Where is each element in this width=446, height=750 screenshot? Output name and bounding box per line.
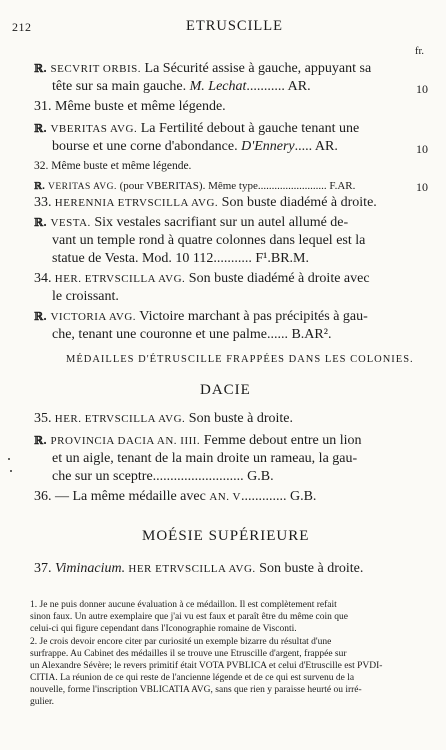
reverse-mark: ℝ. [34, 310, 47, 323]
coin-legend: VICTORIA AVG. [50, 311, 137, 323]
entry-line [52, 326, 331, 343]
entry-text: Femme debout entre un lion [200, 433, 362, 448]
entry-line [34, 560, 363, 578]
reverse-mark: ℝ. [34, 216, 47, 229]
mint-name: Viminacium. [51, 561, 126, 576]
entry-text: Victoire marchant à pas précipités à gau- [136, 309, 368, 324]
entry-line [52, 468, 274, 485]
entry-text: Même buste et même légende. [51, 99, 226, 114]
entry-text: le croissant. [52, 289, 119, 304]
entry-tail: ........... AR. [246, 79, 311, 94]
footnote-line: sinon faux. Un autre exemplaire que j'ai vu est faux et paraît être du même coin que [30, 612, 348, 622]
entry-text: statue de Vesta. Mod. 10 112........... [52, 251, 256, 266]
entry-line [34, 270, 370, 288]
entry-text: Son buste à droite. [185, 411, 294, 426]
fr-label: fr. [415, 46, 425, 57]
entry-line [34, 98, 226, 115]
footnote-line: surfrappe. Au Cabinet des médailles il se trouve une Etruscille d'argent, frappée sur [30, 649, 347, 659]
coin-legend: AN. V [209, 491, 241, 503]
entry-text: Six vestales sacrifiant sur un autel allumé de- [90, 215, 349, 230]
entry-line [34, 432, 362, 450]
running-title: ETRUSCILLE [186, 18, 283, 34]
entry-text: La Sécurité assise à gauche, appuyant sa [141, 61, 372, 76]
entry-number: 31. [34, 99, 52, 114]
entry-line [52, 78, 311, 95]
entry-line [34, 488, 316, 506]
entry-number: 37. [34, 561, 52, 576]
entry-text: — La même médaille avec [51, 489, 210, 504]
coin-legend: HER. ETRVSCILLA AVG. [51, 413, 186, 425]
entry-line [34, 194, 377, 212]
entry-number: 35. [34, 411, 52, 426]
entry-line [34, 214, 348, 232]
page-number: 212 [12, 20, 32, 34]
entry-tail: ..... AR. [294, 139, 338, 154]
entry-line [34, 308, 368, 326]
reverse-mark: ℝ. [34, 122, 47, 135]
reverse-mark: ℝ. [34, 434, 47, 447]
entry-number: 34. [34, 271, 52, 286]
footnote-line: celui-ci qui figure cependant dans l'Iconographie romaine de Visconti. [30, 624, 297, 634]
coin-legend: HERENNIA ETRVSCILLA AVG. [51, 197, 219, 209]
reverse-mark: ℝ. [34, 62, 47, 75]
entry-tail: F.AR. [329, 180, 356, 192]
coin-legend: PROVINCIA DACIA AN. IIII. [50, 435, 201, 447]
entry-number: 33. [34, 195, 52, 210]
footnote-line: nouvelle, forme l'inscription VBLICATIA AVG, sans que rien y paraisse heurté ou irré- [30, 685, 362, 695]
entry-text: che, tenant une couronne et une palme...... [52, 327, 292, 342]
coin-legend: VERITAS AVG. [47, 182, 117, 192]
entry-line [34, 410, 293, 428]
footnote-line: 2. Je crois devoir encore citer par curiosité un exemple bizarre du résultat d'une [30, 637, 332, 647]
colonies-title: MÉDAILLES D'ÉTRUSCILLE FRAPPÉES DANS LES COLONIES. [66, 354, 414, 365]
coin-legend: HER. ETRVSCILLA AVG. [51, 273, 186, 285]
entry-text: Même buste et même légende. [48, 160, 192, 172]
entry-text: (pour VBERITAS). Même type......................... [116, 180, 330, 192]
entry-text: La Fertilité debout à gauche tenant une [137, 121, 360, 136]
scan-speck [8, 458, 10, 460]
entry-text: Son buste diadémé à droite avec [185, 271, 370, 286]
entry-tail: ............. G.B. [240, 489, 317, 504]
entry-line [34, 120, 359, 138]
entry-text: che sur un sceptre.......................... G.B. [52, 469, 274, 484]
footnote-line: CITIA. La réunion de ce qui reste de l'ancienne légende et de ce qui est survenu de la [30, 673, 355, 683]
entry-line [52, 250, 309, 267]
entry-line [52, 450, 357, 467]
entry-text: Son buste à droite. [255, 561, 364, 576]
entry-tail: F¹.BR.M. [255, 251, 309, 266]
scan-speck [10, 470, 12, 472]
entry-line [52, 288, 119, 305]
collection-name: M. Lechat [189, 79, 247, 94]
reverse-mark: ℝ. [34, 181, 46, 192]
entry-text: et un aigle, tenant de la main droite un rameau, la gau- [52, 451, 358, 466]
section-title-dacie: DACIE [200, 382, 251, 398]
coin-legend: VESTA. [50, 217, 91, 229]
coin-legend: VBERITAS AVG. [50, 123, 138, 135]
coin-legend: SECVRIT ORBIS. [50, 63, 142, 75]
price: 10 [416, 142, 428, 156]
entry-text: vant un temple rond à quatre colonnes dans lequel est la [52, 233, 366, 248]
collection-name: D'Ennery [241, 139, 295, 154]
footnote-line: 1. Je ne puis donner aucune évaluation à ce médaillon. Il est complètement refait [30, 600, 337, 610]
footnote-line: gulier. [30, 697, 55, 707]
footnote-line: un Alexandre Sévère; le revers primitif était VOTA PVBLICA et celui d'Etruscille est PVDI- [30, 661, 383, 671]
entry-line [34, 60, 371, 78]
price: 10 [416, 82, 428, 96]
coin-legend: HER ETRVSCILLA AVG. [125, 563, 256, 575]
price: 10 [416, 180, 428, 194]
entry-line [52, 138, 338, 155]
entry-line [52, 232, 365, 249]
entry-text: bourse et une corne d'abondance. [52, 139, 242, 154]
section-title-moesie: MOÉSIE SUPÉRIEURE [142, 528, 310, 544]
entry-text: Son buste diadémé à droite. [218, 195, 377, 210]
entry-tail: B.AR². [291, 327, 332, 342]
entry-text: tête sur sa main gauche. [52, 79, 190, 94]
entry-line [34, 158, 191, 175]
entry-number: 32. [34, 160, 49, 172]
entry-number: 36. [34, 489, 52, 504]
